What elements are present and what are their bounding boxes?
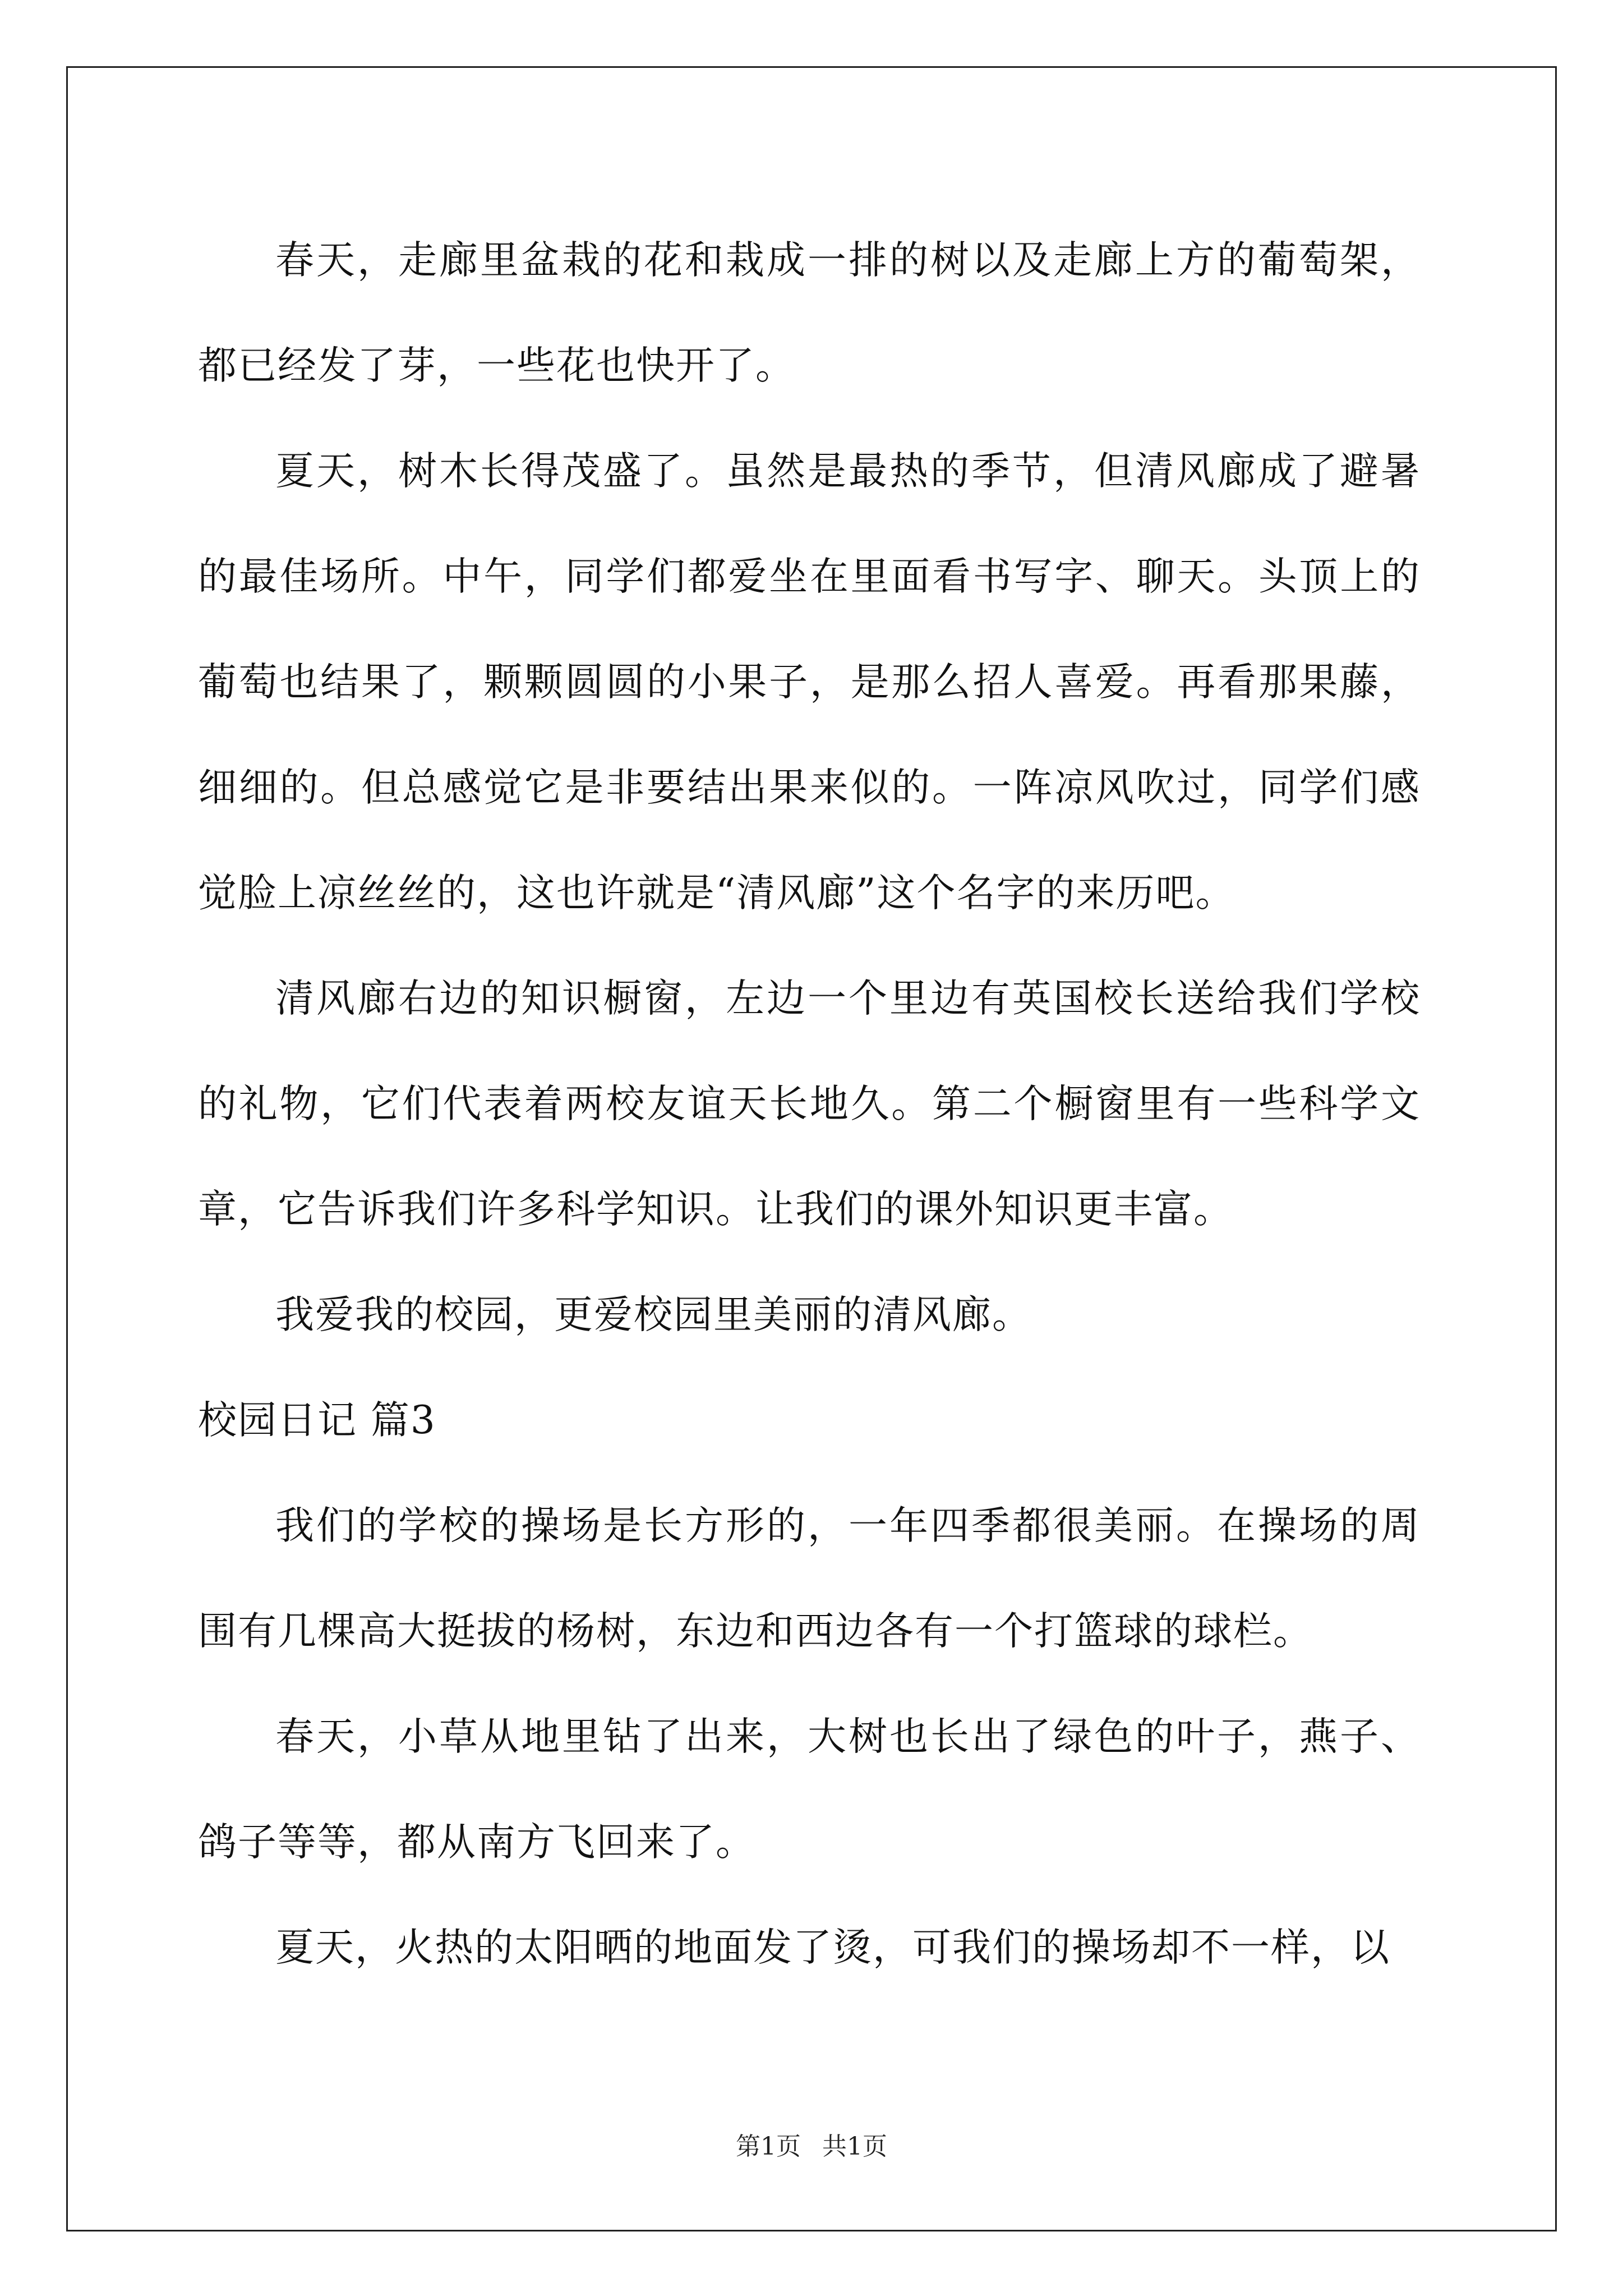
section-heading: 校园日记 篇3 [198, 1398, 436, 1443]
document-body [198, 208, 1421, 2000]
paragraph: 我们的学校的操场是长方形的，一年四季都很美丽。在操场的周围有几棵高大挺拔的杨树，东边和西边各有一个打篮球的球栏。 [198, 1503, 1421, 1654]
paragraph: 春天，小草从地里钻了出来，大树也长出了绿色的叶子，燕子、鸽子等等，都从南方飞回来了。 [198, 1714, 1421, 1865]
page-total: 共1页 [822, 2132, 887, 2161]
paragraph: 我爱我的校园，更爱校园里美丽的清风廊。 [275, 1292, 1032, 1337]
paragraph: 春天，走廊里盆栽的花和栽成一排的树以及走廊上方的葡萄架，都已经发了芽，一些花也快开了。 [198, 238, 1421, 388]
paragraph: 清风廊右边的知识橱窗，左边一个里边有英国校长送给我们学校的礼物，它们代表着两校友谊天长地久。第二个橱窗里有一些科学文章，它告诉我们许多科学知识。让我们的课外知识更丰富。 [198, 976, 1421, 1232]
paragraph: 夏天，火热的太阳晒的地面发了烫，可我们的操场却不一样，以 [275, 1925, 1390, 1970]
page-number: 第1页 [736, 2132, 801, 2161]
page-footer [0, 2130, 1623, 2164]
paragraph: 夏天，树木长得茂盛了。虽然是最热的季节，但清风廊成了避暑的最佳场所。中午，同学们都爱坐在里面看书写字、聊天。头顶上的葡萄也结果了，颗颗圆圆的小果子，是那么招人喜爱。再看那果藤，细细的。但总感觉它是非要结出果来似的。一阵凉风吹过，同学们感觉脸上凉丝丝的，这也许就是“清风廊”这个名字的来历吧。 [198, 449, 1421, 915]
